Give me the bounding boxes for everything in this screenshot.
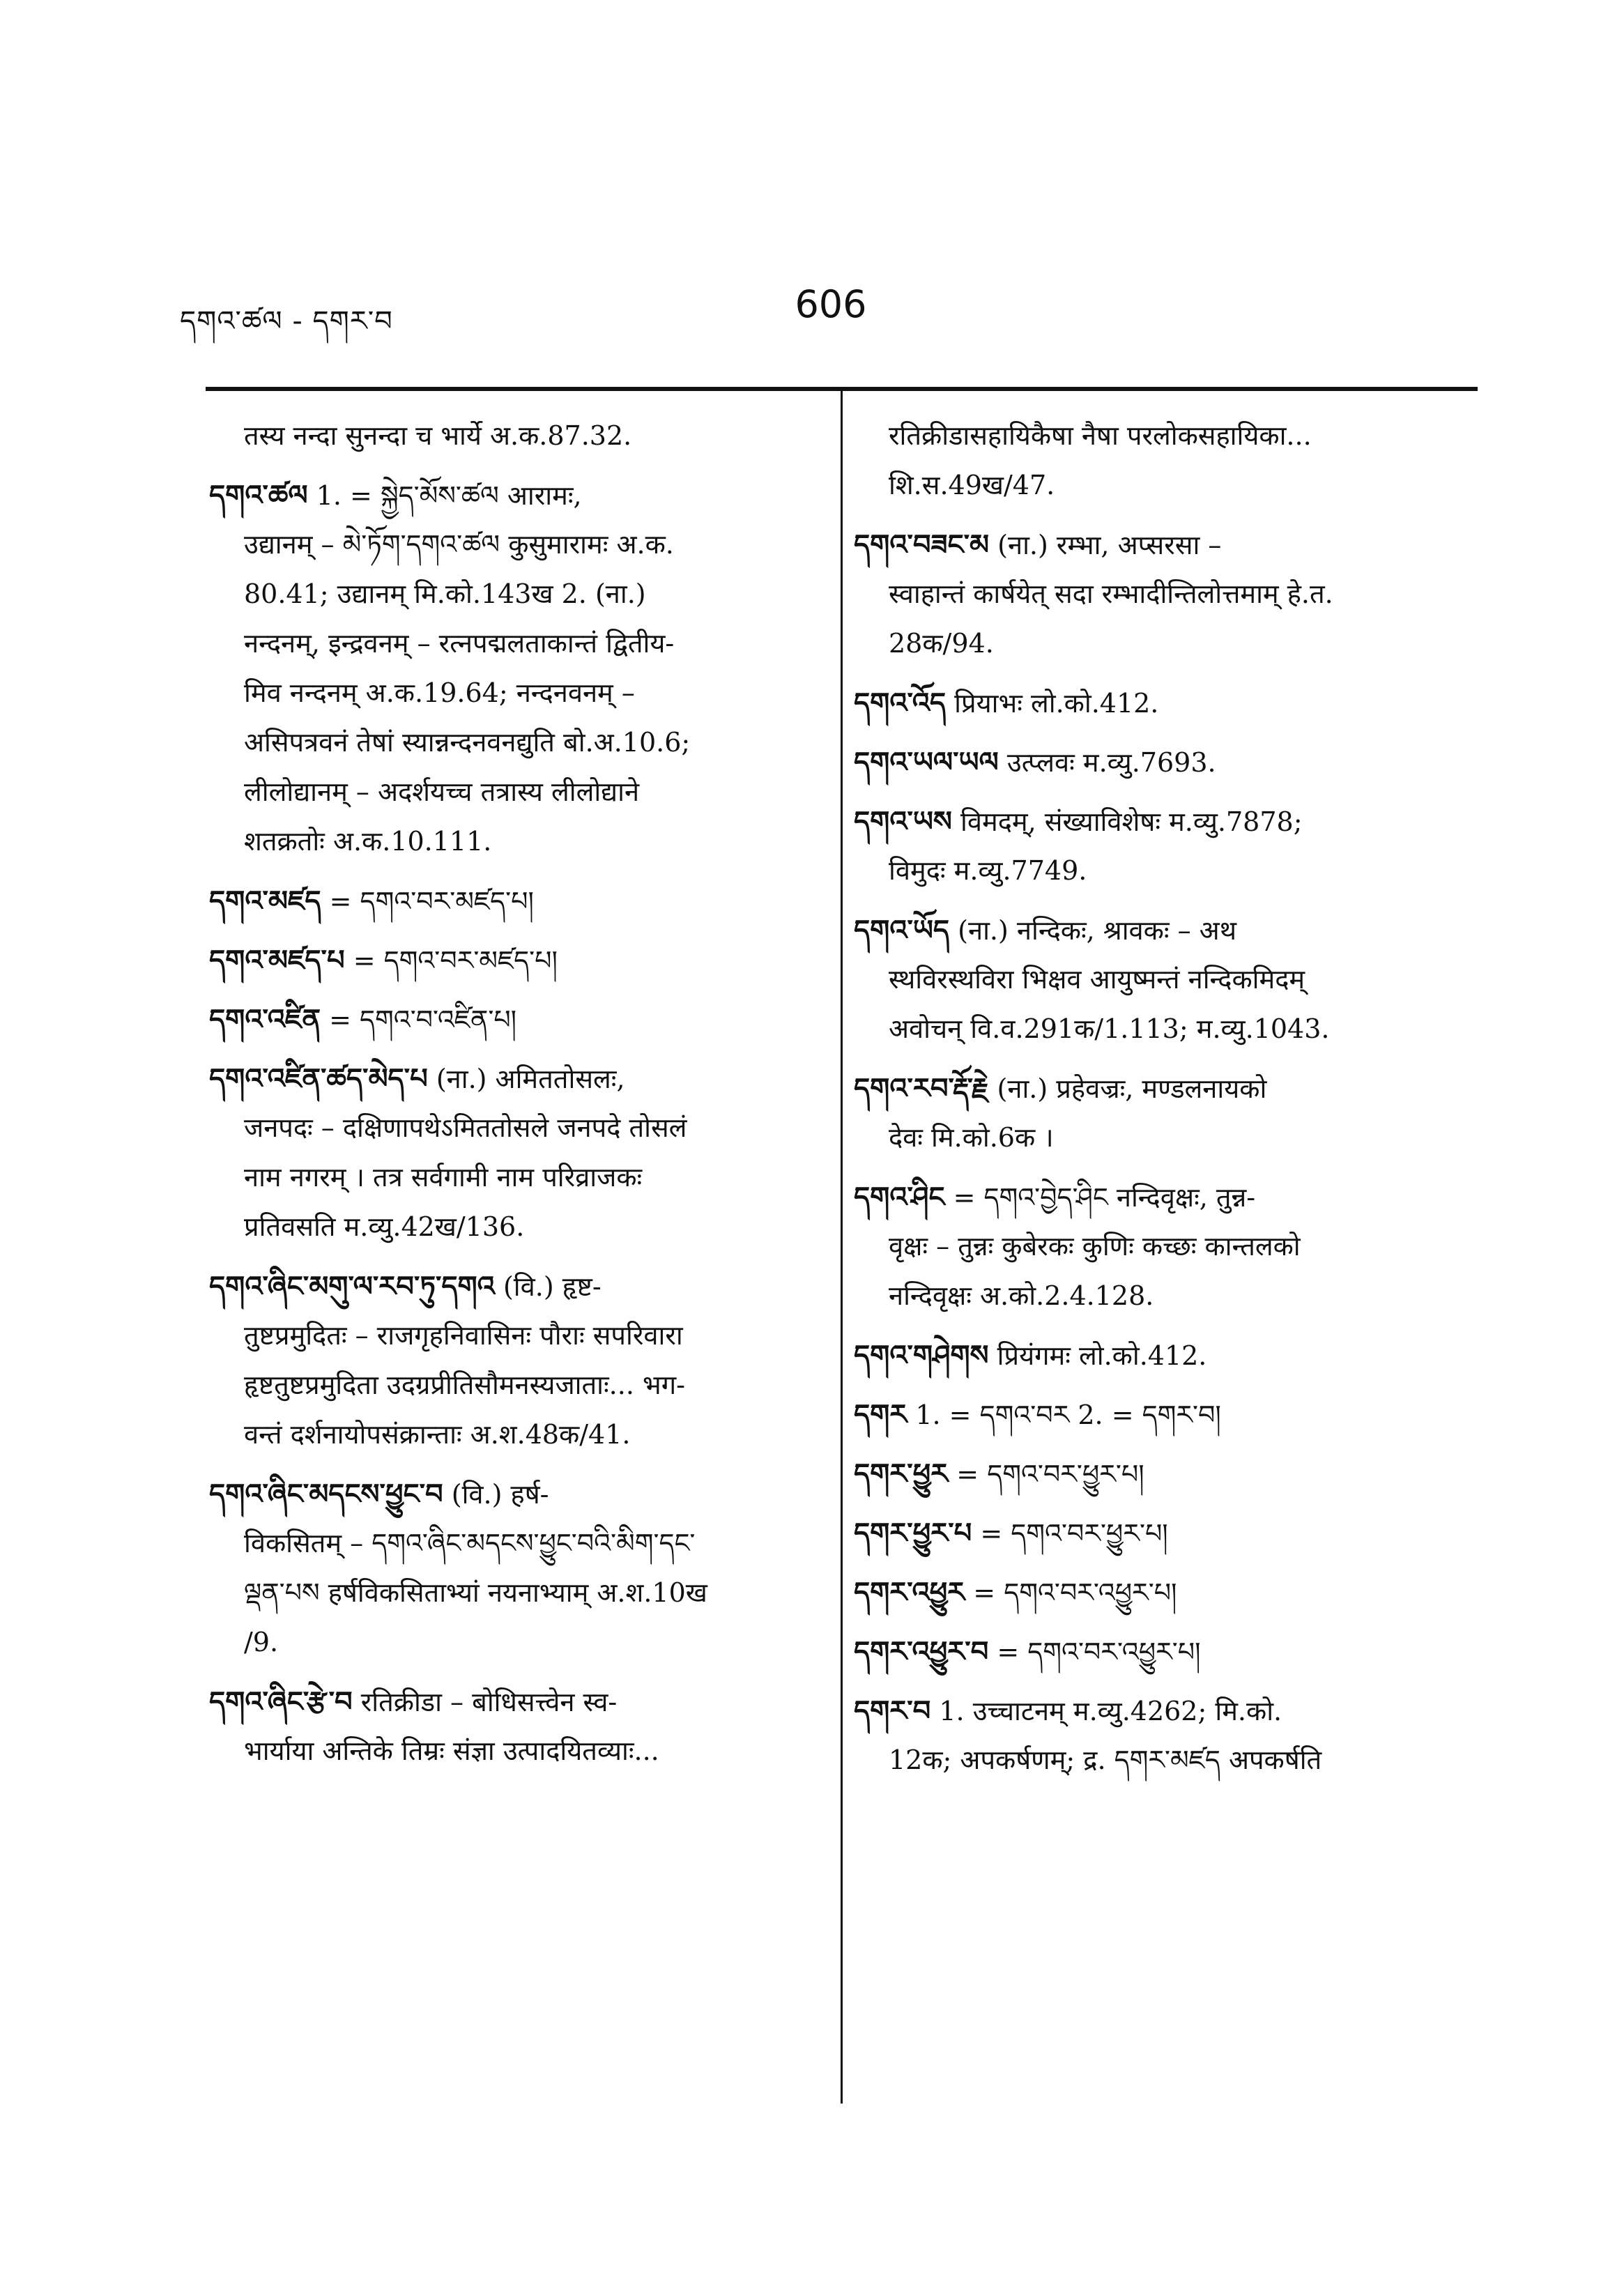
text-line	[209, 1726, 809, 1776]
dictionary-entry-line	[854, 1627, 1467, 1676]
text-line	[854, 846, 1467, 896]
line-text: विकसितम् – དགའ་ཞིང་མདངས་ཕྱུང་བའི་མིག་དང་	[244, 1528, 696, 1558]
text-line	[209, 520, 809, 569]
dictionary-entry-line	[854, 678, 1467, 728]
line-text: तुष्टप्रमुदितः – राजगृहनिवासिनः पौराः सपरिवारा	[244, 1320, 683, 1351]
line-text: असिपत्रवनं तेषां स्यान्नन्दनवनद्युति बो.अ.10.6;	[244, 727, 691, 758]
text-line	[209, 1568, 809, 1618]
dictionary-entry-line	[854, 1686, 1467, 1736]
line-text: /9.	[244, 1627, 279, 1657]
dictionary-entry-line	[854, 1331, 1467, 1380]
headword: དགའ་ཞིང་མགུ་ལ་རབ་ཏུ་དགའ	[209, 1270, 495, 1303]
text-line	[854, 1736, 1467, 1785]
line-text: नन्दिवृक्षः अ.को.2.4.128.	[889, 1280, 1154, 1311]
line-text: = དགའ་བར་ཕྱུར་པ།	[972, 1518, 1168, 1549]
headword: དགའ་ཡལ་ཡལ	[854, 746, 999, 779]
text-line	[209, 619, 809, 668]
dictionary-entry-line	[209, 1677, 809, 1726]
dictionary-entry-line	[854, 520, 1467, 569]
line-text: ལྡན་པས हर्षविकसिताभ्यां नयनाभ्याम् अ.श.10ख	[244, 1577, 707, 1608]
dictionary-entry-line	[854, 1508, 1467, 1558]
line-text: उत्प्लवः म.व्यु.7693.	[998, 747, 1216, 778]
headword: དགར་བ	[854, 1694, 931, 1727]
text-line	[854, 461, 1467, 510]
text-line	[209, 1311, 809, 1361]
column-divider	[841, 390, 843, 2104]
line-text: उद्यानम् – མེ་ཏོག་དགའ་ཚལ कुसुमारामः अ.क.	[244, 529, 674, 560]
headword: དགའ་འོད	[854, 687, 947, 719]
line-text: रतिक्रीडा – बोधिसत्त्वेन स्व-	[352, 1687, 618, 1717]
line-text: 12क; अपकर्षणम्; द्र. དགར་མཛད अपकर्षति	[889, 1745, 1322, 1775]
line-text: (वि.) हृष्ट-	[494, 1271, 602, 1302]
line-text: (ना.) रम्भा, अप्सरसा –	[989, 530, 1222, 560]
dictionary-entry-line	[209, 1469, 809, 1519]
line-text: स्थविरस्थविरा भिक्षव आयुष्मन्तं नन्दिकमिदम्	[889, 964, 1305, 995]
text-line	[854, 955, 1467, 1004]
dictionary-entry-line	[854, 1172, 1467, 1222]
line-text: तस्य नन्दा सुनन्दा च भार्ये अ.क.87.32.	[244, 420, 632, 451]
dictionary-entry-line	[854, 1568, 1467, 1617]
line-text: प्रतिवसति म.व्यु.42ख/136.	[244, 1211, 525, 1242]
dictionary-entry-line	[209, 470, 809, 520]
text-line	[209, 1410, 809, 1459]
line-text: (वि.) हर्ष-	[443, 1479, 549, 1510]
text-line	[854, 1004, 1467, 1054]
dictionary-entry-line	[209, 1054, 809, 1103]
line-text: = དགའ་བར་ཕྱུར་པ།	[948, 1459, 1144, 1489]
headword: དགར་འཕྱུར་བ	[854, 1635, 989, 1668]
headword: དགའ་ཞིང་མདངས་ཕྱུང་བ	[209, 1478, 443, 1510]
line-text: = དགའ་བར་མཛད་པ།	[344, 945, 558, 976]
dictionary-entry-line	[209, 1262, 809, 1311]
text-line	[854, 1271, 1467, 1321]
headword: དགའ་ཚལ	[209, 479, 308, 512]
line-text: = དགའ་བྱེད་ཤིང नन्दिवृक्षः, तुन्न-	[944, 1182, 1256, 1213]
headword: དགའ་ཡོད	[854, 914, 950, 947]
dictionary-entry-line	[209, 935, 809, 985]
line-text: नाम नगरम् । तत्र सर्वगामी नाम परिव्राजकः	[244, 1162, 643, 1193]
line-text: 28क/94.	[889, 628, 994, 659]
headword: དགའ་གཤེགས	[854, 1339, 989, 1372]
line-text: 1. = དགའ་བར 2. = དགར་བ།	[907, 1400, 1221, 1430]
headword: དགའ་ཡས	[854, 805, 952, 838]
line-text: वृक्षः – तुन्नः कुबेरकः कुणिः कच्छः कान्तलको	[889, 1231, 1301, 1262]
dictionary-entry-line	[854, 797, 1467, 846]
text-line	[209, 569, 809, 619]
headword: དགར	[854, 1398, 907, 1431]
headword: དགའ་མཛད་པ	[209, 944, 345, 976]
headword: དགར་ཕྱུར	[854, 1457, 949, 1490]
line-text: रतिक्रीडासहायिकैषा नैषा परलोकसहायिका...	[889, 420, 1312, 451]
dictionary-entry-line	[854, 737, 1467, 787]
line-text: शि.स.49ख/47.	[889, 470, 1055, 500]
running-head: དགའ་ཚལ - དགར་བ	[180, 305, 393, 337]
text-line	[209, 668, 809, 718]
headword: དགའ་ཞིང་རྩེ་བ	[209, 1685, 353, 1718]
line-text: वन्तं दर्शनायोपसंक्रान्ताः अ.श.48क/41.	[244, 1419, 631, 1450]
line-text: प्रियाभः लो.को.412.	[946, 688, 1159, 719]
page-number: 606	[795, 282, 867, 326]
line-text: विमुदः म.व्यु.7749.	[889, 855, 1087, 886]
line-text: = དགའ་བར་མཛད་པ།	[321, 886, 534, 917]
line-text: प्रियंगमः लो.को.412.	[988, 1340, 1207, 1371]
line-text: देवः मि.को.6क ।	[889, 1122, 1054, 1153]
dictionary-entry-line	[854, 905, 1467, 955]
line-text: नन्दनम्, इन्द्रवनम् – रत्नपद्मलताकान्तं द्वितीय-	[244, 628, 675, 659]
headword: དགར་འཕྱུར	[854, 1576, 965, 1609]
line-text: = དགའ་བ་འཛིན་པ།	[321, 1004, 517, 1035]
text-line	[209, 1153, 809, 1202]
text-line	[209, 718, 809, 767]
text-line	[209, 1618, 809, 1667]
text-line	[209, 1361, 809, 1410]
headword: དགའ་འཛིན་ཚད་མེད་པ	[209, 1062, 428, 1095]
line-text: = དགའ་བར་འཕྱུར་པ།	[965, 1577, 1177, 1608]
dictionary-entry-line	[854, 1449, 1467, 1499]
text-line	[854, 619, 1467, 668]
line-text: 80.41; उद्यानम् मि.को.143ख 2. (ना.)	[244, 579, 646, 609]
headword: དགའ་བཟང་མ	[854, 528, 990, 561]
line-text: मिव नन्दनम् अ.क.19.64; नन्दनवनम् –	[244, 677, 635, 708]
right-column	[854, 411, 1467, 1785]
page-header	[0, 0, 1624, 390]
line-text: स्वाहान्तं कार्षयेत् सदा रम्भादीन्तिलोत्तमाम् हे.त.	[889, 579, 1333, 609]
line-text: (ना.) अमिततोसलः,	[427, 1064, 625, 1094]
text-line	[854, 1113, 1467, 1163]
line-text: शतक्रतोः अ.क.10.111.	[244, 826, 492, 857]
text-line	[209, 817, 809, 866]
line-text: = དགའ་བར་འཕྱུར་པ།	[988, 1637, 1201, 1667]
text-line	[854, 1222, 1467, 1271]
headword: དགའ་ཤིང	[854, 1181, 945, 1213]
line-text: जनपदः – दक्षिणापथेऽमिततोसले जनपदे तोसलं	[244, 1112, 687, 1143]
line-text: अवोचन् वि.व.291क/1.113; म.व्यु.1043.	[889, 1013, 1330, 1044]
line-text: (ना.) नन्दिकः, श्रावकः – अथ	[949, 915, 1236, 946]
line-text: (ना.) प्रहेवज्रः, मण्डलनायको	[988, 1073, 1267, 1104]
line-text: भार्याया अन्तिके तिम्रः संज्ञा उत्पादयितव्याः...	[244, 1736, 659, 1766]
headword: དགའ་མཛད	[209, 884, 321, 917]
text-line	[209, 1202, 809, 1252]
line-text: हृष्टतुष्टप्रमुदिता उदग्रप्रीतिसौमनस्यजाताः... भग-	[244, 1370, 685, 1400]
line-text: 1. उच्चाटनम् म.व्यु.4262; मि.को.	[930, 1696, 1282, 1726]
line-text: विमदम्, संख्याविशेषः म.व्यु.7878;	[951, 806, 1303, 837]
dictionary-entry-line	[854, 1064, 1467, 1113]
headword: དགའ་འཛིན	[209, 1003, 321, 1036]
dictionary-entry-line	[209, 995, 809, 1044]
text-line	[209, 1103, 809, 1153]
headword: དགའ་རབ་རྡོ་རྗེ	[854, 1072, 989, 1105]
headword: དགར་ཕྱུར་པ	[854, 1517, 972, 1549]
text-line	[854, 569, 1467, 619]
text-line	[854, 411, 1467, 461]
dictionary-entry-line	[854, 1390, 1467, 1439]
dictionary-entry-line	[209, 876, 809, 926]
line-text: लीलोद्यानम् – अदर्शयच्च तत्रास्य लीलोद्याने	[244, 776, 640, 807]
text-line	[209, 411, 809, 461]
left-column	[209, 411, 809, 1776]
text-line	[209, 1519, 809, 1568]
line-text: 1. = སྐྱེད་མོས་ཚལ आरामः,	[307, 480, 582, 511]
text-line	[209, 767, 809, 817]
